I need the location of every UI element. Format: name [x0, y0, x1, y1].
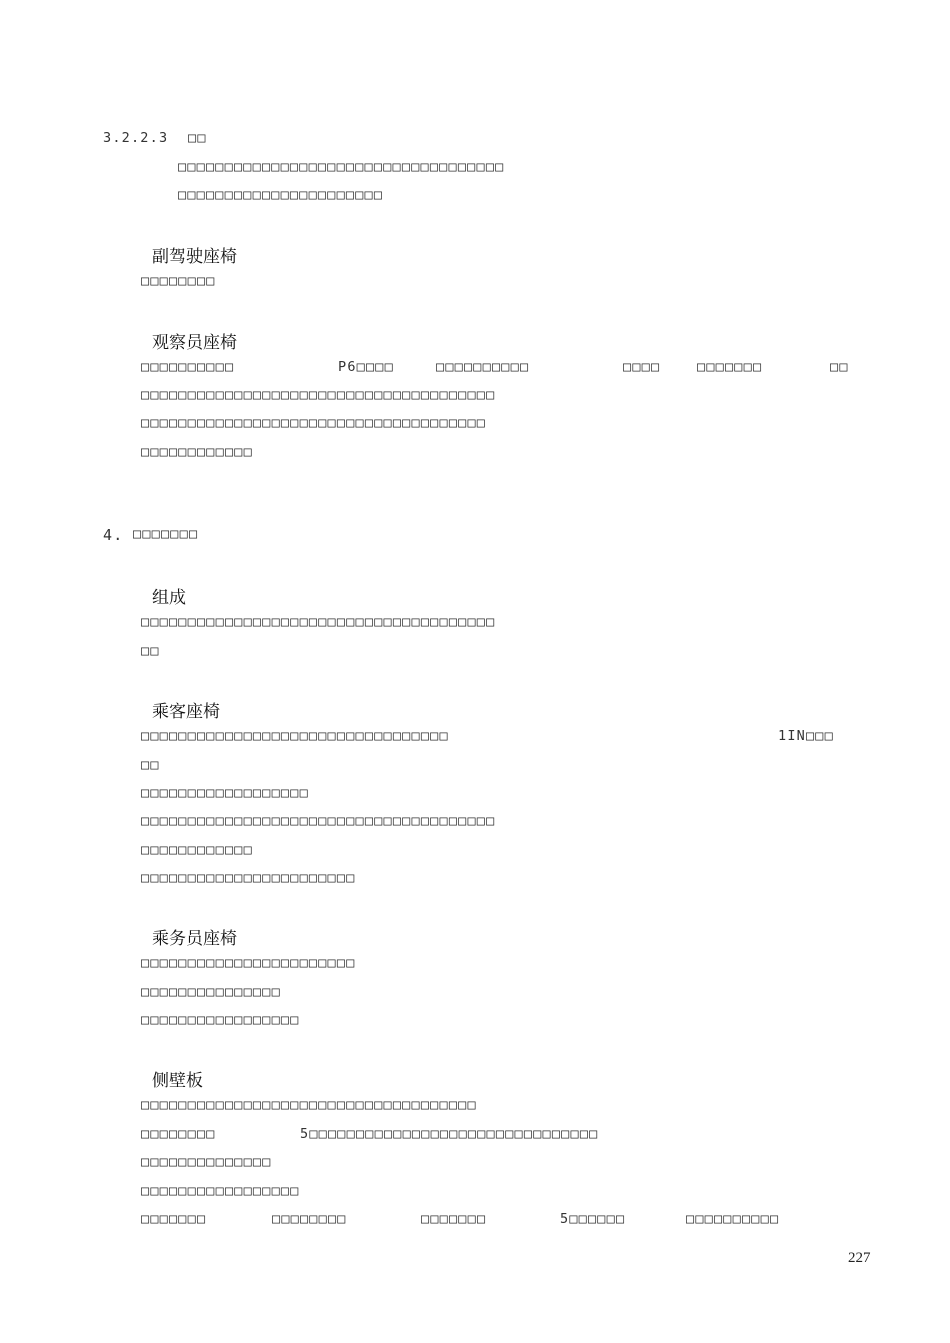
- sidewall-text: □□□□□□□□□□□□□□: [141, 1154, 272, 1170]
- crew-text: □□□□□□□□□□□□□□□□□□□□□□□: [141, 955, 356, 971]
- section-title: □□: [188, 130, 207, 146]
- observer-text-fragment: □□□□□□□□□□: [436, 359, 530, 375]
- passenger-text: □□□□□□□□□□□□□□□□□□: [141, 785, 309, 801]
- passenger-text-fragment: 1IN□□□: [778, 728, 834, 744]
- passenger-text: □□: [141, 757, 160, 773]
- crew-seat-heading: 乘务员座椅: [152, 929, 237, 949]
- observer-text-fragment: □□□□□□□□□□: [141, 359, 235, 375]
- sidewall-text: □□□□□□□□□□□□□□□□□□□□□□□□□□□□□□□□□□□□: [141, 1097, 477, 1113]
- sidewall-text-fragment: □□□□□□□: [421, 1211, 487, 1227]
- section-number: 3.2.2.3: [103, 130, 169, 146]
- sidewall-text-fragment: 5□□□□□□: [560, 1211, 626, 1227]
- composition-text: □□□□□□□□□□□□□□□□□□□□□□□□□□□□□□□□□□□□□□: [141, 614, 496, 630]
- passenger-text: □□□□□□□□□□□□□□□□□□□□□□□: [141, 870, 356, 886]
- composition-text: □□: [141, 643, 160, 659]
- passenger-text: □□□□□□□□□□□□: [141, 842, 253, 858]
- observer-seat-heading: 观察员座椅: [152, 333, 237, 353]
- sidewall-text-fragment: □□□□□□□□□□: [686, 1211, 780, 1227]
- passenger-text: □□□□□□□□□□□□□□□□□□□□□□□□□□□□□□□□□□□□□□: [141, 813, 496, 829]
- observer-text-fragment: □□□□□□□: [697, 359, 763, 375]
- section-paragraph: □□□□□□□□□□□□□□□□□□□□□□□□□□□□□□□□□□□: [178, 159, 505, 175]
- composition-heading: 组成: [152, 588, 186, 608]
- chapter-number: 4.: [103, 526, 124, 544]
- copilot-seat-text: □□□□□□□□: [141, 273, 216, 289]
- crew-text: □□□□□□□□□□□□□□□□□: [141, 1012, 300, 1028]
- copilot-seat-heading: 副驾驶座椅: [152, 247, 237, 267]
- sidewall-heading: 侧壁板: [152, 1071, 203, 1091]
- observer-text: □□□□□□□□□□□□: [141, 444, 253, 460]
- observer-text: □□□□□□□□□□□□□□□□□□□□□□□□□□□□□□□□□□□□□: [141, 415, 487, 431]
- passenger-text: □□□□□□□□□□□□□□□□□□□□□□□□□□□□□□□□□: [141, 728, 449, 744]
- page-number: 227: [848, 1250, 871, 1266]
- sidewall-text-fragment: 5□□□□□□□□□□□□□□□□□□□□□□□□□□□□□□□: [300, 1126, 599, 1142]
- observer-text-fragment: □□: [830, 359, 849, 375]
- crew-text: □□□□□□□□□□□□□□□: [141, 984, 281, 1000]
- chapter-title: □□□□□□□: [133, 526, 199, 542]
- observer-text-fragment: P6□□□□: [338, 359, 394, 375]
- sidewall-text: □□□□□□□□□□□□□□□□□: [141, 1183, 300, 1199]
- observer-text: □□□□□□□□□□□□□□□□□□□□□□□□□□□□□□□□□□□□□□: [141, 387, 496, 403]
- sidewall-text-fragment: □□□□□□□□: [141, 1126, 216, 1142]
- sidewall-text-fragment: □□□□□□□□: [272, 1211, 347, 1227]
- observer-text-fragment: □□□□: [623, 359, 661, 375]
- section-paragraph: □□□□□□□□□□□□□□□□□□□□□□: [178, 187, 384, 203]
- sidewall-text-fragment: □□□□□□□: [141, 1211, 207, 1227]
- passenger-seat-heading: 乘客座椅: [152, 702, 220, 722]
